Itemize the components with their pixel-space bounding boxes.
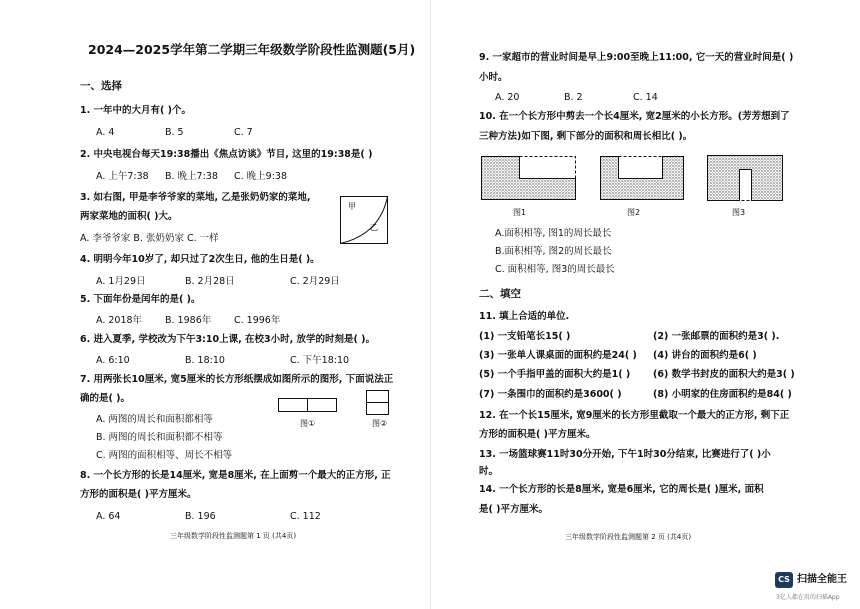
q9-option-c: C. 14 [633, 92, 658, 103]
q4-option-a: A. 1月29日 [96, 276, 146, 287]
q11-item-5: (5) 一个手指甲盖的面积大约是1( ) [479, 369, 631, 380]
q10-fig2-label: 图2 [627, 208, 641, 217]
q10-fig3-label: 图3 [732, 208, 746, 217]
q7-figure-2 [366, 390, 390, 416]
q9-stem-line1: 9. 一家超市的营业时间是早上9:00至晚上11:00, 它一天的营业时间是( ) [479, 52, 794, 63]
q10-figure-2 [600, 156, 684, 200]
q14-stem-line2: 是( )平方厘米。 [479, 504, 548, 515]
q7-figure-1-label: 图① [300, 419, 316, 428]
q11-item-3: (3) 一张单人课桌面的面积约是24( ) [479, 350, 637, 361]
q8-stem-line2: 方形的面积是( )平方厘米。 [80, 489, 197, 500]
section-fill-heading: 二、填空 [479, 288, 521, 300]
q13-stem: 13. 一场篮球赛11时30分开始, 下午1时30分结束, 比赛进行了( )小 [479, 449, 771, 460]
q3-figure [340, 196, 388, 244]
q7-figure-2-label: 图② [372, 419, 388, 428]
q2-option-c: C. 晚上9:38 [234, 171, 288, 182]
q12-stem-line2: 方形的面积是( )平方厘米。 [479, 429, 596, 440]
q7-stem-line2: 确的是( )。 [80, 393, 130, 404]
right-page [431, 0, 860, 609]
section-choice-heading: 一、选择 [80, 80, 122, 92]
q2-stem: 2. 中央电视台每天19:38播出《焦点访谈》节目, 这里的19:38是( ) [80, 149, 373, 160]
q4-option-c: C. 2月29日 [290, 276, 340, 287]
q12-stem-line1: 12. 在一个长15厘米, 宽9厘米的长方形里截取一个最大的正方形, 剩下正 [479, 410, 790, 421]
q11-item-7: (7) 一条围巾的面积约是3600( ) [479, 389, 622, 400]
q7-stem-line1: 7. 用两张长10厘米, 宽5厘米的长方形纸摆成如图所示的图形, 下面说法正 [80, 374, 394, 385]
q10-figure-1 [481, 156, 577, 200]
watermark-tagline: 3亿人都在用的扫描App [776, 594, 840, 601]
watermark-app-name: 扫描全能王 [797, 574, 847, 585]
q10-option-a: A.面积相等, 图1的周长最长 [495, 228, 612, 239]
q14-stem-line1: 14. 一个长方形的长是8厘米, 宽是6厘米, 它的周长是( )厘米, 面积 [479, 484, 764, 495]
q6-option-b: B. 18:10 [185, 355, 225, 366]
q11-item-2: (2) 一张邮票的面积约是3( ). [653, 331, 780, 342]
q11-item-1: (1) 一支铅笔长15( ) [479, 331, 571, 342]
q2-option-a: A. 上午7:38 [96, 171, 149, 182]
q10-figure-3 [707, 155, 783, 201]
q3-fig-label-jia: 甲 [348, 202, 356, 211]
q5-option-b: B. 1986年 [165, 315, 212, 326]
q9-option-a: A. 20 [495, 92, 520, 103]
q7-option-b: B. 两图的周长和面积都不相等 [96, 432, 223, 443]
q3-stem-line1: 3. 如右图, 甲是李爷爷家的菜地, 乙是张奶奶家的菜地, [80, 192, 311, 203]
q9-option-b: B. 2 [564, 92, 583, 103]
q9-stem-line2: 小时。 [479, 72, 508, 83]
q11-item-4: (4) 讲台的面积约是6( ) [653, 350, 757, 361]
camscanner-logo-icon: CS [775, 572, 793, 588]
q2-option-b: B. 晚上7:38 [165, 171, 218, 182]
q3-stem-line2: 两家菜地的面积( )大。 [80, 211, 178, 222]
q6-option-c: C. 下午18:10 [290, 355, 350, 366]
q4-option-b: B. 2月28日 [185, 276, 235, 287]
q6-option-a: A. 6:10 [96, 355, 130, 366]
q7-figure-1 [278, 398, 338, 412]
q5-option-c: C. 1996年 [234, 315, 281, 326]
q5-stem: 5. 下面年份是闰年的是( )。 [80, 294, 201, 305]
right-page-footer: 三年级数学阶段性监测题第 2 页 (共4页) [565, 533, 692, 541]
exam-title: 2024—2025学年第二学期三年级数学阶段性监测题(5月) [88, 42, 416, 57]
q11-item-8: (8) 小明家的住房面积约是84( ) [653, 389, 792, 400]
q8-option-b: B. 196 [185, 511, 216, 522]
q1-option-a: A. 4 [96, 127, 115, 138]
q11-item-6: (6) 数学书封皮的面积大约是3( ) [653, 369, 795, 380]
q5-option-a: A. 2018年 [96, 315, 143, 326]
q8-stem-line1: 8. 一个长方形的长是14厘米, 宽是8厘米, 在上面剪一个最大的正方形, 正 [80, 470, 391, 481]
q7-option-c: C. 两图的面积相等、周长不相等 [96, 450, 233, 461]
q10-fig1-label: 图1 [513, 208, 527, 217]
q10-stem-line2: 三种方法)如下图, 剩下部分的面积和周长相比( )。 [479, 131, 693, 142]
q11-stem: 11. 填上合适的单位. [479, 311, 570, 322]
q10-option-c: C. 面积相等, 图3的周长最长 [495, 264, 615, 275]
q7-option-a: A. 两图的周长和面积都相等 [96, 414, 213, 425]
q8-option-c: C. 112 [290, 511, 321, 522]
q1-stem: 1. 一年中的大月有( )个。 [80, 105, 192, 116]
left-page-footer: 三年级数学阶段性监测题第 1 页 (共4页) [170, 532, 297, 540]
q8-option-a: A. 64 [96, 511, 121, 522]
q10-stem-line1: 10. 在一个长方形中剪去一个长4厘米, 宽2厘米的小长方形。(芳芳想到了 [479, 111, 790, 122]
q1-option-c: C. 7 [234, 127, 253, 138]
q3-options: A. 李爷爷家 B. 张奶奶家 C. 一样 [80, 233, 219, 244]
q4-stem: 4. 明明今年10岁了, 却只过了2次生日, 他的生日是( )。 [80, 254, 320, 265]
q13-stem-line2: 时。 [479, 466, 499, 477]
q10-option-b: B.面积相等, 图2的周长最长 [495, 246, 612, 257]
q6-stem: 6. 进入夏季, 学校改为下午3:10上课, 在校3小时, 放学的时刻是( )。 [80, 334, 376, 345]
q1-option-b: B. 5 [165, 127, 184, 138]
q3-fig-label-yi: 乙 [370, 223, 378, 232]
